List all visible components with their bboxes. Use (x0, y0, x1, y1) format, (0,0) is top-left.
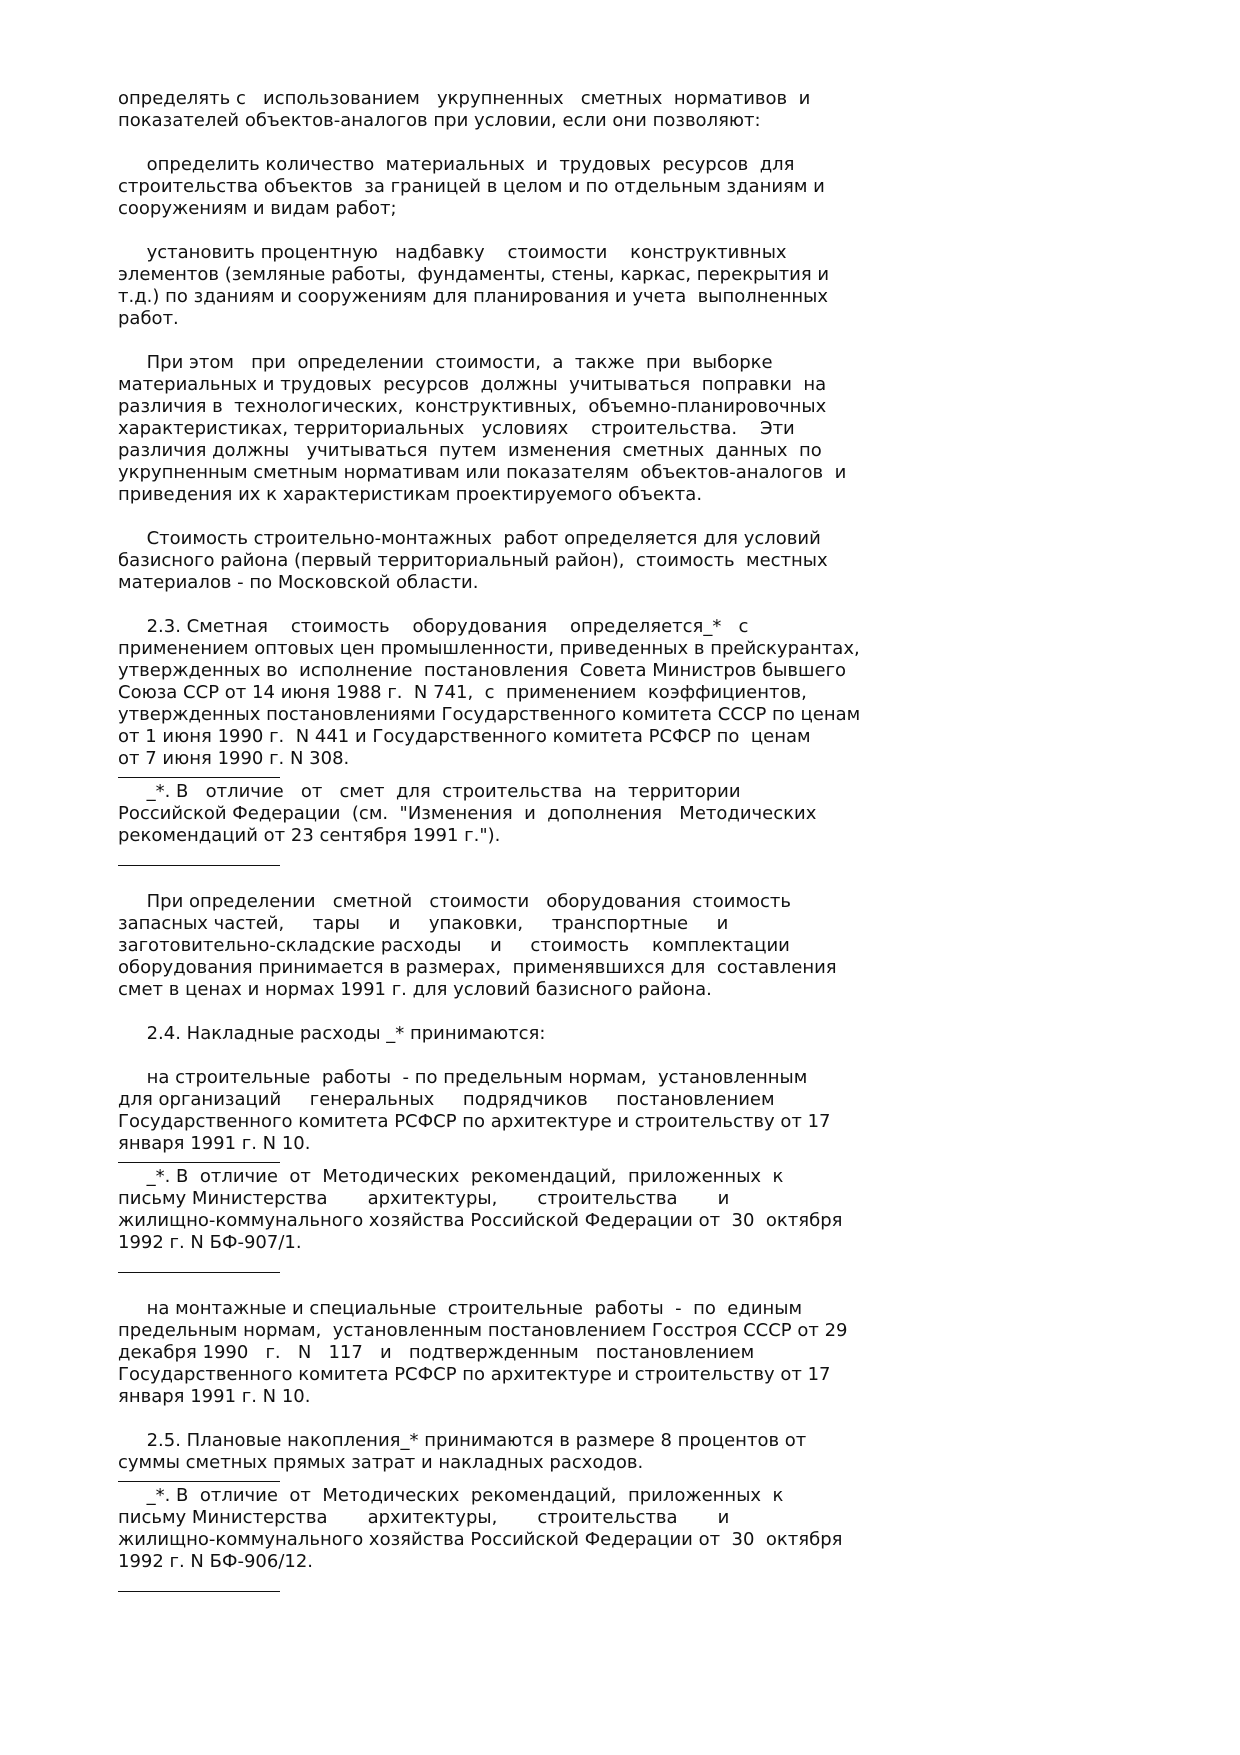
paragraph (118, 616, 918, 770)
text-line: 2.5. Плановые накопления_* принимаются в размере 8 процентов от (118, 1430, 807, 1451)
text-line: базисного района (первый территориальный район), стоимость местных (118, 550, 828, 571)
text-line: от 7 июня 1990 г. N 308. (118, 748, 350, 769)
text-line: заготовительно-складские расходы и стоимость комплектации (118, 935, 790, 956)
text-line: предельным нормам, установленным постановлением Госстроя СССР от 29 (118, 1320, 848, 1341)
paragraph (118, 1298, 918, 1408)
footnote-separator (118, 1573, 918, 1595)
text-line: При этом при определении стоимости, а также при выборке (118, 352, 773, 373)
text-line: декабря 1990 г. N 117 и подтвержденным постановлением (118, 1342, 755, 1363)
text-line: строительства объектов за границей в целом и по отдельным зданиям и (118, 176, 825, 197)
footnote-separator (118, 847, 918, 869)
text-line: Союза ССР от 14 июня 1988 г. N 741, с применением коэффициентов, (118, 682, 807, 703)
text-line: для организаций генеральных подрядчиков постановлением (118, 1089, 775, 1110)
text-line: работ. (118, 308, 179, 329)
text-line: суммы сметных прямых затрат и накладных расходов. (118, 1452, 644, 1473)
text-line: января 1991 г. N 10. (118, 1133, 311, 1154)
text-line: января 1991 г. N 10. (118, 1386, 311, 1407)
blank-line (118, 132, 918, 154)
text-line: рекомендаций от 23 сентября 1991 г."). (118, 825, 501, 846)
text-line: письму Министерства архитектуры, строительства и (118, 1188, 730, 1209)
blank-line (118, 506, 918, 528)
text-line: приведения их к характеристикам проектируемого объекта. (118, 484, 703, 505)
text-line: Государственного комитета РСФСР по архитектуре и строительству от 17 (118, 1364, 831, 1385)
blank-line (118, 330, 918, 352)
text-line: Российской Федерации (см. "Изменения и дополнения Методических (118, 803, 817, 824)
paragraph (118, 1430, 918, 1474)
paragraph (118, 352, 918, 506)
text-line: 2.4. Накладные расходы _* принимаются: (118, 1023, 546, 1044)
blank-line (118, 1408, 918, 1430)
blank-line (118, 1276, 918, 1298)
text-line: различия в технологических, конструктивных, объемно-планировочных (118, 396, 827, 417)
footnote-separator (118, 770, 918, 781)
text-line: _*. В отличие от смет для строительства на территории (118, 781, 741, 802)
text-line: т.д.) по зданиям и сооружениям для планирования и учета выполненных (118, 286, 829, 307)
text-line: _*. В отличие от Методических рекомендаций, приложенных к (118, 1166, 784, 1187)
text-line: запасных частей, тары и упаковки, транспортные и (118, 913, 729, 934)
paragraph (118, 781, 918, 847)
text-line: оборудования принимается в размерах, применявшихся для составления (118, 957, 837, 978)
paragraph (118, 528, 918, 594)
text-line: применением оптовых цен промышленности, приведенных в прейскурантах, (118, 638, 860, 659)
footnote-separator (118, 1254, 918, 1276)
text-line: жилищно-коммунального хозяйства Российской Федерации от 30 октября (118, 1210, 843, 1231)
text-line: Стоимость строительно-монтажных работ определяется для условий (118, 528, 821, 549)
text-line: показателей объектов-аналогов при условии, если они позволяют: (118, 110, 761, 131)
paragraph (118, 154, 918, 220)
text-line: на строительные работы - по предельным нормам, установленным (118, 1067, 808, 1088)
text-line: укрупненным сметным нормативам или показателям объектов-аналогов и (118, 462, 847, 483)
text-line: _*. В отличие от Методических рекомендаций, приложенных к (118, 1485, 784, 1506)
paragraph (118, 1485, 918, 1573)
paragraph (118, 1166, 918, 1254)
text-line: При определении сметной стоимости оборудования стоимость (118, 891, 792, 912)
paragraph (118, 88, 918, 132)
text-line: жилищно-коммунального хозяйства Российской Федерации от 30 октября (118, 1529, 843, 1550)
text-line: смет в ценах и нормах 1991 г. для условий базисного района. (118, 979, 712, 1000)
text-line: Государственного комитета РСФСР по архитектуре и строительству от 17 (118, 1111, 831, 1132)
blank-line (118, 1001, 918, 1023)
text-line: на монтажные и специальные строительные работы - по единым (118, 1298, 803, 1319)
paragraph (118, 1023, 918, 1045)
text-line: 1992 г. N БФ-907/1. (118, 1232, 302, 1253)
text-line: определять с использованием укрупненных сметных нормативов и (118, 88, 811, 109)
text-line: материальных и трудовых ресурсов должны учитываться поправки на (118, 374, 827, 395)
text-line: сооружениям и видам работ; (118, 198, 397, 219)
text-line: характеристиках, территориальных условиях строительства. Эти (118, 418, 795, 439)
blank-line (118, 869, 918, 891)
paragraph (118, 242, 918, 330)
text-line: определить количество материальных и трудовых ресурсов для (118, 154, 795, 175)
text-line: утвержденных во исполнение постановления Совета Министров бывшего (118, 660, 847, 681)
blank-line (118, 594, 918, 616)
text-line: материалов - по Московской области. (118, 572, 479, 593)
text-line: от 1 июня 1990 г. N 441 и Государственного комитета РСФСР по ценам (118, 726, 811, 747)
text-line: 2.3. Сметная стоимость оборудования определяется_* с (118, 616, 749, 637)
text-line: письму Министерства архитектуры, строительства и (118, 1507, 730, 1528)
text-line: установить процентную надбавку стоимости конструктивных (118, 242, 787, 263)
footnote-separator (118, 1155, 918, 1166)
footnote-separator (118, 1474, 918, 1485)
text-line: утвержденных постановлениями Государственного комитета СССР по ценам (118, 704, 861, 725)
blank-line (118, 1045, 918, 1067)
document-page (118, 88, 918, 1595)
blank-line (118, 220, 918, 242)
paragraph (118, 891, 918, 1001)
text-line: 1992 г. N БФ-906/12. (118, 1551, 314, 1572)
paragraph (118, 1067, 918, 1155)
text-line: элементов (земляные работы, фундаменты, стены, каркас, перекрытия и (118, 264, 830, 285)
text-line: различия должны учитываться путем изменения сметных данных по (118, 440, 822, 461)
